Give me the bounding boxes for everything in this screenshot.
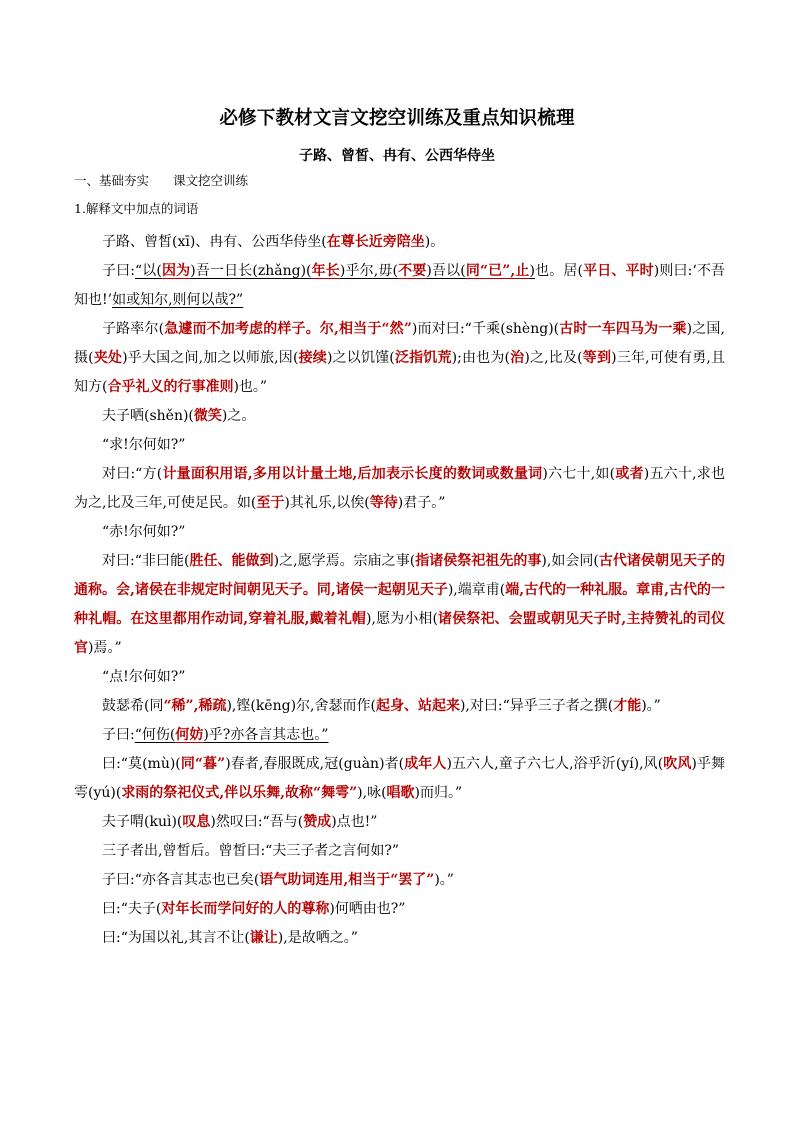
passage-text: )乎尔,毋( [339, 263, 398, 279]
answer-text: 古代诸侯朝见天子的通称。会,诸侯在非规定时间朝见天子。同,诸侯一起朝见天子 [74, 553, 726, 598]
document-subtitle: 子路、曾皙、冉有、公西华侍坐 [299, 148, 495, 164]
passage-text: )之,愿学焉。宗庙之事( [273, 553, 416, 569]
passage-text: )之国,摄( [74, 321, 725, 366]
passage-text: 对曰:“方( [102, 466, 163, 482]
text-paragraph [74, 692, 725, 721]
text-paragraph [74, 808, 725, 837]
passage-text: )然叹曰:“吾与( [210, 814, 304, 830]
passage-text: ) [529, 263, 535, 279]
answer-text: 等到 [582, 350, 612, 366]
passage-text: 曰:“夫子( [102, 901, 162, 917]
answer-text: 泛指饥荒 [394, 350, 452, 366]
passage-text: 曰:“为国以礼,其言不让( [102, 930, 250, 946]
text-body [74, 228, 725, 953]
answer-text: 计量面积用语,多用以计量土地,后加表示长度的数词或数量词 [162, 466, 543, 482]
passage-text: ),咏( [357, 785, 387, 801]
answer-text: 端,古代的一种礼服。章甫,古代的一种礼帽。在这里都用作动词,穿着礼服,戴着礼帽 [74, 582, 726, 627]
passage-text: )君子。” [397, 495, 446, 511]
answer-text: 微笑 [193, 408, 222, 424]
passage-text: )吾以( [426, 263, 466, 279]
passage-text: 鼓瑟希(同 [102, 698, 164, 714]
passage-text: )。” [434, 872, 454, 888]
passage-text: )则曰:‘不吾知也!’ [74, 263, 726, 308]
passage-text: )三年,可使有勇,且知方( [74, 350, 726, 395]
answer-text: 语气助词连用,相当于“罢了” [259, 872, 435, 888]
text-paragraph [74, 518, 725, 547]
answer-text: 叹息 [182, 814, 211, 830]
answer-text: 胜任、能做到 [189, 553, 274, 569]
text-paragraph [74, 750, 725, 808]
passage-text: ),铿(kēng)尔,舍瑟而作( [226, 698, 376, 714]
answer-text: “稀”,稀疏 [163, 698, 227, 714]
passage-text: )。 [424, 234, 445, 250]
passage-text: )何哂由也?” [329, 901, 406, 917]
passage-text: 子路率尔( [102, 321, 165, 337]
section-label: 一、基础夯实 [74, 173, 150, 188]
answer-text: 求雨的祭祀仪式,伴以乐舞,故称“舞雩” [121, 785, 358, 801]
passage-text: )五六人,童子六七人,浴乎沂(yí),风( [446, 756, 664, 772]
passage-text: )春者,春服既成,冠(guàn)者( [225, 756, 405, 772]
text-paragraph [74, 257, 725, 315]
answer-text: 唱歌 [386, 785, 415, 801]
passage-text: )而归。” [414, 785, 463, 801]
document-title: 必修下教材文言文挖空训练及重点知识梳理 [219, 108, 575, 129]
passage-text: ),是故哂之。” [277, 930, 358, 946]
passage-text: “何伤( [134, 727, 176, 743]
passage-text: 夫子哂(shěn)( [102, 408, 194, 424]
answer-text: 夹处 [93, 350, 123, 366]
exercise-instruction: 1.解释文中加点的词语 [74, 201, 199, 216]
passage-text: “求!尔何如?” [102, 437, 186, 453]
text-paragraph [74, 460, 725, 518]
passage-text: ),对曰:“异乎三子者之撰( [459, 698, 614, 714]
answer-text: 谦让 [249, 930, 278, 946]
answer-text: 指诸侯祭祀祖先的事 [415, 553, 542, 569]
passage-text: 子曰: [102, 727, 135, 743]
answer-text: 对年长而学问好的人的尊称 [161, 901, 330, 917]
passage-text: )乎?亦各言其志也。” [203, 727, 329, 743]
answer-text: 赞成 [303, 814, 332, 830]
answer-text: 何妨 [175, 727, 204, 743]
passage-text: )也。” [233, 379, 268, 395]
answer-text: 才能 [613, 698, 642, 714]
text-paragraph [74, 837, 725, 866]
passage-text: )。” [641, 698, 661, 714]
passage-text: )乎大国之间,加之以师旅,因( [122, 350, 299, 366]
text-paragraph [74, 547, 725, 663]
passage-text: )之。 [221, 408, 256, 424]
passage-text: “以( [134, 263, 162, 279]
text-paragraph [74, 228, 725, 257]
text-paragraph [74, 315, 725, 402]
passage-text: ),如会同( [541, 553, 599, 569]
section-heading [74, 171, 248, 189]
answer-text: 成年人 [404, 756, 447, 772]
text-paragraph [74, 402, 725, 431]
text-paragraph [74, 895, 725, 924]
passage-text: 曰:“莫(mù)( [102, 756, 181, 772]
passage-text: )吾一日长(zhǎng)( [190, 263, 312, 279]
passage-text: )六七十,如( [542, 466, 616, 482]
answer-text: 同“暮” [180, 756, 226, 772]
passage-text: 夫子喟(kuì)( [102, 814, 183, 830]
section-sublabel: 课文挖空训练 [173, 173, 249, 188]
answer-text: 等待 [369, 495, 398, 511]
answer-text: 或者 [615, 466, 644, 482]
text-paragraph [74, 866, 725, 895]
text-paragraph [74, 721, 725, 750]
answer-text: 治 [509, 350, 525, 366]
passage-text: )其礼乐,以俟( [284, 495, 370, 511]
answer-text: 在尊长近旁陪坐 [326, 234, 425, 250]
passage-text: 子曰: [102, 263, 135, 279]
passage-text: 也。居( [534, 263, 583, 279]
answer-text: 古时一车四马为一乘 [559, 321, 687, 337]
answer-text: 急遽而不加考虑的样子。尔,相当于“然” [164, 321, 412, 337]
passage-text: “赤!尔何如?” [102, 524, 186, 540]
passage-text: )五六十,求也为之,比及三年,可使足民。如( [74, 466, 726, 511]
text-paragraph [74, 431, 725, 460]
passage-text: )乎舞雩(yú)( [74, 756, 726, 801]
passage-text: )而对曰:“千乘(shèng)( [411, 321, 560, 337]
text-paragraph [74, 663, 725, 692]
passage-text: 如或知尔,则何以哉?” [112, 292, 244, 308]
answer-text: 吹风 [663, 756, 692, 772]
answer-text: 因为 [161, 263, 191, 279]
passage-text: )点也!” [331, 814, 378, 830]
answer-text: 不要 [397, 263, 427, 279]
passage-text: );由也为( [451, 350, 510, 366]
passage-text: 对曰:“非曰能( [102, 553, 190, 569]
answer-text: 诸侯祭祀、会盟或朝见天子时,主持赞礼的司仪官 [74, 611, 726, 656]
passage-text: )之,比及( [524, 350, 583, 366]
passage-text: 子曰:“亦各言其志也已矣( [102, 872, 260, 888]
answer-text: 起身、站起来 [375, 698, 460, 714]
answer-text: 至于 [256, 495, 285, 511]
passage-text: 子路、曾皙(xī)、冉有、公西华侍坐( [102, 234, 327, 250]
passage-text: “点!尔何如?” [102, 669, 186, 685]
answer-text: 年长 [311, 263, 340, 279]
answer-text: 接续 [298, 350, 327, 366]
passage-text: ),端章甫( [447, 582, 506, 598]
passage-text: )焉。” [88, 640, 122, 656]
text-paragraph [74, 924, 725, 953]
answer-text: 平日、平时 [582, 263, 654, 279]
passage-text: 三子者出,曾皙后。曾皙曰:“夫三子者之言何如?” [102, 843, 399, 859]
answer-text: 合乎礼义的行事准则 [107, 379, 234, 395]
answer-text: 同“已”,止 [465, 263, 530, 279]
passage-text: )之以饥馑( [326, 350, 395, 366]
passage-text: ),愿为小相( [366, 611, 438, 627]
